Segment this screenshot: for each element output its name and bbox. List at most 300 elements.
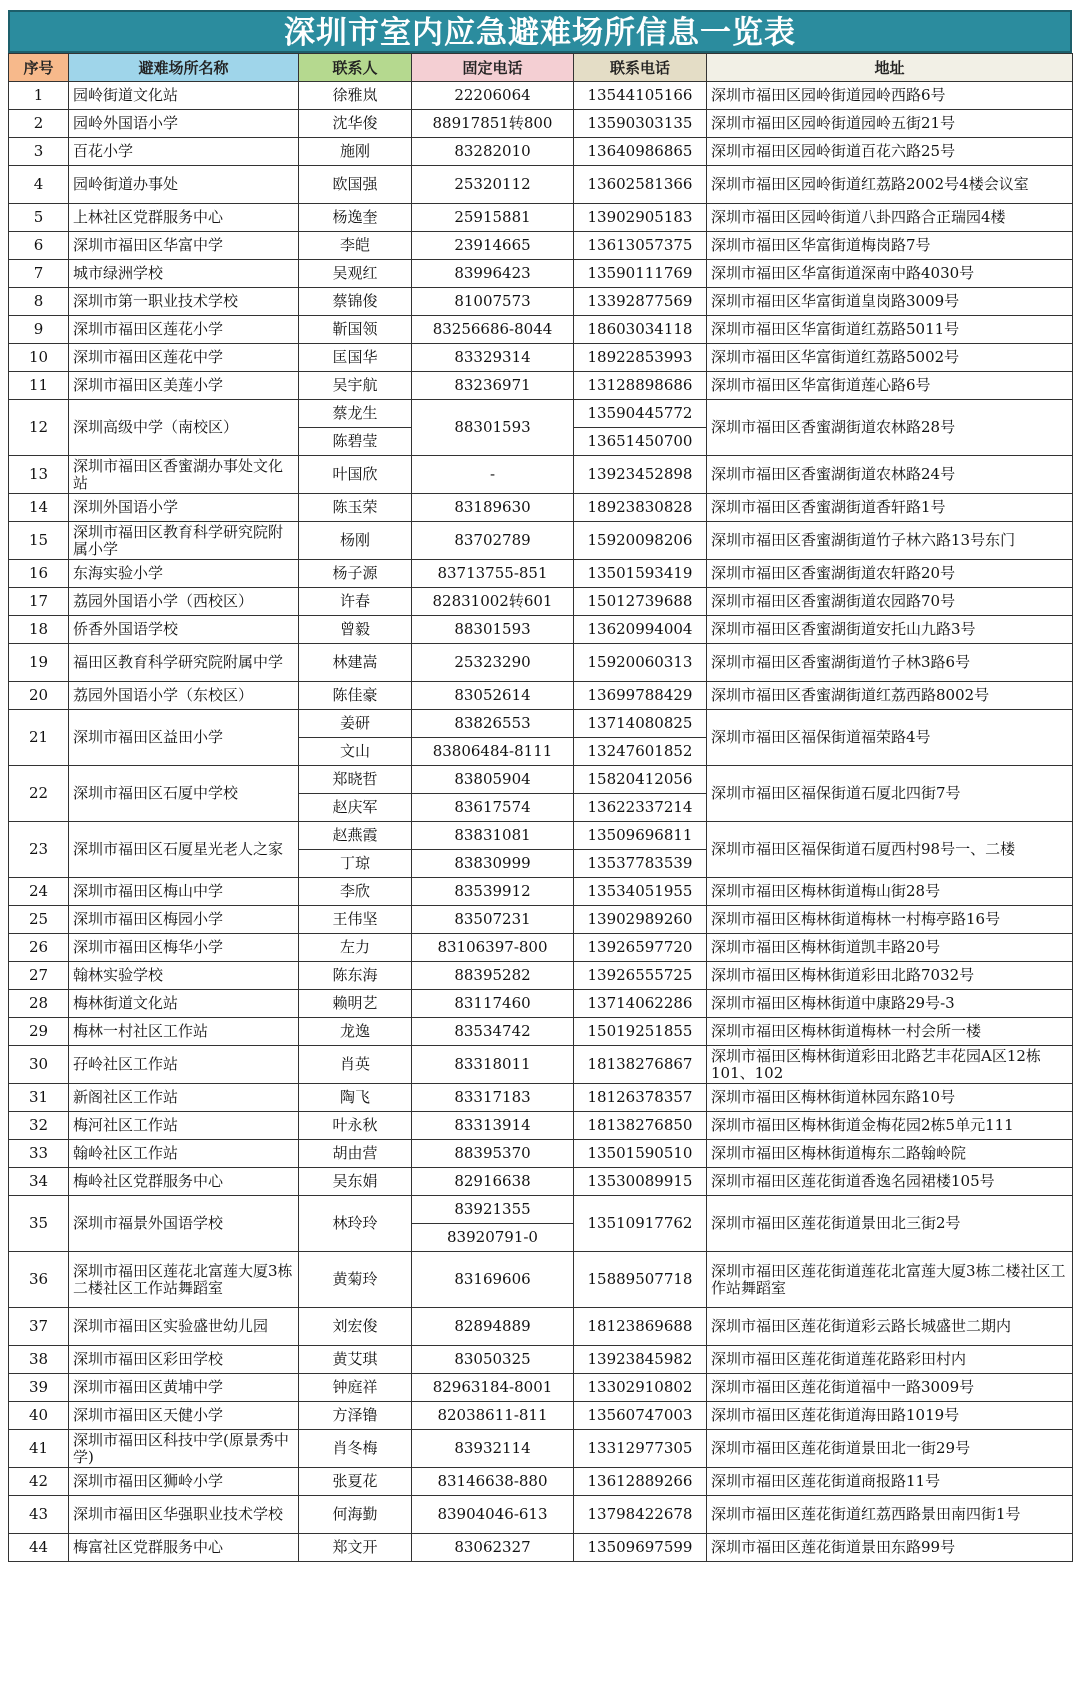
row-number: 11 bbox=[9, 372, 69, 400]
row-number: 3 bbox=[9, 138, 69, 166]
contact-person: 曾毅 bbox=[299, 616, 412, 644]
fixed-phone: 88395370 bbox=[412, 1140, 574, 1168]
address: 深圳市福田区华富街道梅岗路7号 bbox=[707, 232, 1073, 260]
table-row bbox=[9, 616, 1073, 644]
shelter-name: 深圳市福田区华富中学 bbox=[69, 232, 299, 260]
contact-person: 林玲玲 bbox=[299, 1196, 412, 1252]
row-number: 37 bbox=[9, 1308, 69, 1346]
row-number: 29 bbox=[9, 1018, 69, 1046]
fixed-phone: 82831002转601 bbox=[412, 588, 574, 616]
mobile-phone: 15889507718 bbox=[574, 1252, 707, 1308]
table-row bbox=[9, 288, 1073, 316]
address: 深圳市福田区梅林街道林园东路10号 bbox=[707, 1084, 1073, 1112]
table-row bbox=[9, 644, 1073, 682]
shelter-name: 深圳市福田区彩田学校 bbox=[69, 1346, 299, 1374]
fixed-phone: 25320112 bbox=[412, 166, 574, 204]
contact-person: 叶永秋 bbox=[299, 1112, 412, 1140]
mobile-phone: 13537783539 bbox=[574, 850, 707, 878]
contact-person: 杨逸奎 bbox=[299, 204, 412, 232]
shelter-name: 荔园外国语小学（东校区） bbox=[69, 682, 299, 710]
mobile-phone: 13902905183 bbox=[574, 204, 707, 232]
row-number: 42 bbox=[9, 1468, 69, 1496]
header-no: 序号 bbox=[9, 54, 69, 82]
fixed-phone: 83826553 bbox=[412, 710, 574, 738]
table-body bbox=[9, 82, 1073, 1562]
shelter-name: 翰岭社区工作站 bbox=[69, 1140, 299, 1168]
row-number: 35 bbox=[9, 1196, 69, 1252]
fixed-phone: 83282010 bbox=[412, 138, 574, 166]
contact-person: 丁琼 bbox=[299, 850, 412, 878]
address: 深圳市福田区福保街道石厦北四街7号 bbox=[707, 766, 1073, 822]
contact-person: 张夏花 bbox=[299, 1468, 412, 1496]
address: 深圳市福田区梅林街道彩田北路7032号 bbox=[707, 962, 1073, 990]
table-row bbox=[9, 766, 1073, 794]
contact-person: 黄艾琪 bbox=[299, 1346, 412, 1374]
shelter-name: 深圳外国语小学 bbox=[69, 494, 299, 522]
mobile-phone: 13923845982 bbox=[574, 1346, 707, 1374]
shelter-name: 梅林一村社区工作站 bbox=[69, 1018, 299, 1046]
mobile-phone: 13560747003 bbox=[574, 1402, 707, 1430]
shelter-name: 深圳市福田区梅园小学 bbox=[69, 906, 299, 934]
shelter-name: 园岭街道文化站 bbox=[69, 82, 299, 110]
fixed-phone: 83539912 bbox=[412, 878, 574, 906]
mobile-phone: 13602581366 bbox=[574, 166, 707, 204]
table-row bbox=[9, 1252, 1073, 1308]
row-number: 7 bbox=[9, 260, 69, 288]
table-row bbox=[9, 682, 1073, 710]
contact-person: 靳国领 bbox=[299, 316, 412, 344]
mobile-phone: 13590111769 bbox=[574, 260, 707, 288]
contact-person: 赵燕霞 bbox=[299, 822, 412, 850]
contact-person: 蔡龙生 bbox=[299, 400, 412, 428]
contact-person: 方泽镥 bbox=[299, 1402, 412, 1430]
contact-person: 王伟坚 bbox=[299, 906, 412, 934]
address: 深圳市福田区园岭街道八卦四路合正瑞园4楼 bbox=[707, 204, 1073, 232]
fixed-phone: 83702789 bbox=[412, 522, 574, 560]
mobile-phone: 15012739688 bbox=[574, 588, 707, 616]
mobile-phone: 13613057375 bbox=[574, 232, 707, 260]
contact-person: 肖冬梅 bbox=[299, 1430, 412, 1468]
shelter-name: 城市绿洲学校 bbox=[69, 260, 299, 288]
row-number: 31 bbox=[9, 1084, 69, 1112]
contact-person: 肖英 bbox=[299, 1046, 412, 1084]
row-number: 28 bbox=[9, 990, 69, 1018]
fixed-phone: 25323290 bbox=[412, 644, 574, 682]
address: 深圳市福田区香蜜湖街道竹子林六路13号东门 bbox=[707, 522, 1073, 560]
shelter-name: 上林社区党群服务中心 bbox=[69, 204, 299, 232]
row-number: 14 bbox=[9, 494, 69, 522]
fixed-phone: 82916638 bbox=[412, 1168, 574, 1196]
mobile-phone: 13544105166 bbox=[574, 82, 707, 110]
shelter-name: 梅河社区工作站 bbox=[69, 1112, 299, 1140]
mobile-phone: 13509696811 bbox=[574, 822, 707, 850]
mobile-phone: 18603034118 bbox=[574, 316, 707, 344]
table-row bbox=[9, 1084, 1073, 1112]
contact-person: 钟庭祥 bbox=[299, 1374, 412, 1402]
table-row bbox=[9, 934, 1073, 962]
row-number: 26 bbox=[9, 934, 69, 962]
mobile-phone: 13798422678 bbox=[574, 1496, 707, 1534]
mobile-phone: 18922853993 bbox=[574, 344, 707, 372]
table-row bbox=[9, 204, 1073, 232]
row-number: 12 bbox=[9, 400, 69, 456]
address: 深圳市福田区华富街道莲心路6号 bbox=[707, 372, 1073, 400]
mobile-phone: 13926555725 bbox=[574, 962, 707, 990]
contact-person: 吴宇航 bbox=[299, 372, 412, 400]
shelter-name: 深圳高级中学（南校区） bbox=[69, 400, 299, 456]
row-number: 23 bbox=[9, 822, 69, 878]
table-row bbox=[9, 990, 1073, 1018]
address: 深圳市福田区莲花街道景田东路99号 bbox=[707, 1534, 1073, 1562]
address: 深圳市福田区香蜜湖街道农林路24号 bbox=[707, 456, 1073, 494]
row-number: 44 bbox=[9, 1534, 69, 1562]
fixed-phone: 83806484-8111 bbox=[412, 738, 574, 766]
fixed-phone: 83932114 bbox=[412, 1430, 574, 1468]
row-number: 32 bbox=[9, 1112, 69, 1140]
shelter-name: 深圳市福田区教育科学研究院附属小学 bbox=[69, 522, 299, 560]
address: 深圳市福田区香蜜湖街道香轩路1号 bbox=[707, 494, 1073, 522]
table-row bbox=[9, 110, 1073, 138]
table-row bbox=[9, 1534, 1073, 1562]
mobile-phone: 13247601852 bbox=[574, 738, 707, 766]
mobile-phone: 13714062286 bbox=[574, 990, 707, 1018]
shelter-name: 深圳市福田区黄埔中学 bbox=[69, 1374, 299, 1402]
contact-person: 吴东娟 bbox=[299, 1168, 412, 1196]
address: 深圳市福田区园岭街道园岭五街21号 bbox=[707, 110, 1073, 138]
table-row bbox=[9, 822, 1073, 850]
table-row bbox=[9, 456, 1073, 494]
address: 深圳市福田区梅林街道梅林一村会所一楼 bbox=[707, 1018, 1073, 1046]
row-number: 38 bbox=[9, 1346, 69, 1374]
table-row bbox=[9, 1308, 1073, 1346]
contact-person: 郑晓哲 bbox=[299, 766, 412, 794]
mobile-phone: 18138276850 bbox=[574, 1112, 707, 1140]
fixed-phone: 88395282 bbox=[412, 962, 574, 990]
shelter-name: 深圳市福田区石厦星光老人之家 bbox=[69, 822, 299, 878]
header-mobile: 联系电话 bbox=[574, 54, 707, 82]
fixed-phone: 83317183 bbox=[412, 1084, 574, 1112]
mobile-phone: 13509697599 bbox=[574, 1534, 707, 1562]
fixed-phone: 83052614 bbox=[412, 682, 574, 710]
row-number: 5 bbox=[9, 204, 69, 232]
table-row bbox=[9, 232, 1073, 260]
address: 深圳市福田区园岭街道园岭西路6号 bbox=[707, 82, 1073, 110]
fixed-phone: 83507231 bbox=[412, 906, 574, 934]
contact-person: 杨刚 bbox=[299, 522, 412, 560]
shelter-name: 梅林街道文化站 bbox=[69, 990, 299, 1018]
row-number: 18 bbox=[9, 616, 69, 644]
shelter-name: 深圳市福田区梅山中学 bbox=[69, 878, 299, 906]
contact-person: 赖明艺 bbox=[299, 990, 412, 1018]
table-row bbox=[9, 1168, 1073, 1196]
row-number: 9 bbox=[9, 316, 69, 344]
mobile-phone: 13640986865 bbox=[574, 138, 707, 166]
fixed-phone: 83534742 bbox=[412, 1018, 574, 1046]
fixed-phone: 82963184-8001 bbox=[412, 1374, 574, 1402]
mobile-phone: 15019251855 bbox=[574, 1018, 707, 1046]
contact-person: 欧国强 bbox=[299, 166, 412, 204]
mobile-phone: 13501593419 bbox=[574, 560, 707, 588]
mobile-phone: 13926597720 bbox=[574, 934, 707, 962]
address: 深圳市福田区华富街道红荔路5002号 bbox=[707, 344, 1073, 372]
fixed-phone: 83050325 bbox=[412, 1346, 574, 1374]
row-number: 40 bbox=[9, 1402, 69, 1430]
address: 深圳市福田区福保街道福荣路4号 bbox=[707, 710, 1073, 766]
table-row bbox=[9, 166, 1073, 204]
row-number: 20 bbox=[9, 682, 69, 710]
table-row bbox=[9, 400, 1073, 428]
fixed-phone: 83713755-851 bbox=[412, 560, 574, 588]
address: 深圳市福田区莲花街道景田北一街29号 bbox=[707, 1430, 1073, 1468]
row-number: 8 bbox=[9, 288, 69, 316]
fixed-phone: 83831081 bbox=[412, 822, 574, 850]
page-title: 深圳市室内应急避难场所信息一览表 bbox=[8, 10, 1072, 53]
shelter-name: 东海实验小学 bbox=[69, 560, 299, 588]
mobile-phone: 13651450700 bbox=[574, 428, 707, 456]
contact-person: 施刚 bbox=[299, 138, 412, 166]
address: 深圳市福田区梅林街道梅东二路翰岭院 bbox=[707, 1140, 1073, 1168]
contact-person: 郑文开 bbox=[299, 1534, 412, 1562]
address: 深圳市福田区香蜜湖街道竹子林3路6号 bbox=[707, 644, 1073, 682]
row-number: 1 bbox=[9, 82, 69, 110]
row-number: 21 bbox=[9, 710, 69, 766]
shelter-name: 园岭外国语小学 bbox=[69, 110, 299, 138]
address: 深圳市福田区莲花街道商报路11号 bbox=[707, 1468, 1073, 1496]
header-row bbox=[9, 54, 1073, 82]
row-number: 24 bbox=[9, 878, 69, 906]
address: 深圳市福田区香蜜湖街道农林路28号 bbox=[707, 400, 1073, 456]
address: 深圳市福田区莲花街道莲花路彩田村内 bbox=[707, 1346, 1073, 1374]
mobile-phone: 18126378357 bbox=[574, 1084, 707, 1112]
mobile-phone: 15920060313 bbox=[574, 644, 707, 682]
mobile-phone: 13714080825 bbox=[574, 710, 707, 738]
table-row bbox=[9, 316, 1073, 344]
table-row bbox=[9, 522, 1073, 560]
row-number: 10 bbox=[9, 344, 69, 372]
row-number: 6 bbox=[9, 232, 69, 260]
row-number: 39 bbox=[9, 1374, 69, 1402]
contact-person: 许春 bbox=[299, 588, 412, 616]
address: 深圳市福田区梅林街道中康路29号-3 bbox=[707, 990, 1073, 1018]
contact-person: 陈东海 bbox=[299, 962, 412, 990]
shelter-name: 新阁社区工作站 bbox=[69, 1084, 299, 1112]
fixed-phone: 83313914 bbox=[412, 1112, 574, 1140]
contact-person: 蔡锦俊 bbox=[299, 288, 412, 316]
address: 深圳市福田区莲花街道景田北三街2号 bbox=[707, 1196, 1073, 1252]
shelter-name: 深圳市福景外国语学校 bbox=[69, 1196, 299, 1252]
fixed-phone: 25915881 bbox=[412, 204, 574, 232]
header-tel: 固定电话 bbox=[412, 54, 574, 82]
shelter-name: 侨香外国语学校 bbox=[69, 616, 299, 644]
address: 深圳市福田区香蜜湖街道红荔西路8002号 bbox=[707, 682, 1073, 710]
contact-person: 赵庆军 bbox=[299, 794, 412, 822]
table-row bbox=[9, 344, 1073, 372]
table-row bbox=[9, 1430, 1073, 1468]
fixed-phone: 83617574 bbox=[412, 794, 574, 822]
contact-person: 胡由营 bbox=[299, 1140, 412, 1168]
address: 深圳市福田区香蜜湖街道农园路70号 bbox=[707, 588, 1073, 616]
mobile-phone: 13510917762 bbox=[574, 1196, 707, 1252]
mobile-phone: 13312977305 bbox=[574, 1430, 707, 1468]
mobile-phone: 18123869688 bbox=[574, 1308, 707, 1346]
table-row bbox=[9, 962, 1073, 990]
table-row bbox=[9, 1346, 1073, 1374]
table-row bbox=[9, 1046, 1073, 1084]
address: 深圳市福田区梅林街道金梅花园2栋5单元111 bbox=[707, 1112, 1073, 1140]
mobile-phone: 13530089915 bbox=[574, 1168, 707, 1196]
contact-person: 陶飞 bbox=[299, 1084, 412, 1112]
shelter-name: 荔园外国语小学（西校区） bbox=[69, 588, 299, 616]
table-row bbox=[9, 1018, 1073, 1046]
contact-person: 李皑 bbox=[299, 232, 412, 260]
table-row bbox=[9, 372, 1073, 400]
shelter-name: 深圳市福田区实验盛世幼儿园 bbox=[69, 1308, 299, 1346]
shelter-name: 梅岭社区党群服务中心 bbox=[69, 1168, 299, 1196]
mobile-phone: 15920098206 bbox=[574, 522, 707, 560]
contact-person: 左力 bbox=[299, 934, 412, 962]
fixed-phone: 23914665 bbox=[412, 232, 574, 260]
address: 深圳市福田区莲花街道莲花北富莲大厦3栋二楼社区工作站舞蹈室 bbox=[707, 1252, 1073, 1308]
mobile-phone: 13620994004 bbox=[574, 616, 707, 644]
table-row bbox=[9, 560, 1073, 588]
shelter-name: 孖岭社区工作站 bbox=[69, 1046, 299, 1084]
contact-person: 龙逸 bbox=[299, 1018, 412, 1046]
row-number: 17 bbox=[9, 588, 69, 616]
address: 深圳市福田区莲花街道福中一路3009号 bbox=[707, 1374, 1073, 1402]
fixed-phone: 88917851转800 bbox=[412, 110, 574, 138]
fixed-phone: 83236971 bbox=[412, 372, 574, 400]
contact-person: 林建嵩 bbox=[299, 644, 412, 682]
shelter-name: 深圳市福田区狮岭小学 bbox=[69, 1468, 299, 1496]
table-row bbox=[9, 1374, 1073, 1402]
table-row bbox=[9, 906, 1073, 934]
address: 深圳市福田区莲花街道红荔西路景田南四街1号 bbox=[707, 1496, 1073, 1534]
row-number: 33 bbox=[9, 1140, 69, 1168]
row-number: 19 bbox=[9, 644, 69, 682]
table-row bbox=[9, 138, 1073, 166]
fixed-phone: 83256686-8044 bbox=[412, 316, 574, 344]
shelter-name: 深圳市福田区莲花北富莲大厦3栋二楼社区工作站舞蹈室 bbox=[69, 1252, 299, 1308]
shelter-name: 深圳市福田区华强职业技术学校 bbox=[69, 1496, 299, 1534]
table-row bbox=[9, 1196, 1073, 1224]
contact-person: 陈碧莹 bbox=[299, 428, 412, 456]
shelter-name: 深圳市福田区美莲小学 bbox=[69, 372, 299, 400]
fixed-phone: - bbox=[412, 456, 574, 494]
fixed-phone: 83904046-613 bbox=[412, 1496, 574, 1534]
mobile-phone: 13612889266 bbox=[574, 1468, 707, 1496]
mobile-phone: 15820412056 bbox=[574, 766, 707, 794]
contact-person: 吴观红 bbox=[299, 260, 412, 288]
shelter-name: 深圳市福田区梅华小学 bbox=[69, 934, 299, 962]
address: 深圳市福田区福保街道石厦西村98号一、二楼 bbox=[707, 822, 1073, 878]
table-row bbox=[9, 1402, 1073, 1430]
address: 深圳市福田区香蜜湖街道安托山九路3号 bbox=[707, 616, 1073, 644]
table-row bbox=[9, 710, 1073, 738]
table-row bbox=[9, 1140, 1073, 1168]
row-number: 36 bbox=[9, 1252, 69, 1308]
shelter-sheet bbox=[8, 10, 1072, 1562]
address: 深圳市福田区莲花街道香逸名园裙楼105号 bbox=[707, 1168, 1073, 1196]
address: 深圳市福田区梅林街道凯丰路20号 bbox=[707, 934, 1073, 962]
contact-person: 姜研 bbox=[299, 710, 412, 738]
contact-person: 文山 bbox=[299, 738, 412, 766]
mobile-phone: 18138276867 bbox=[574, 1046, 707, 1084]
table-row bbox=[9, 1468, 1073, 1496]
contact-person: 陈玉荣 bbox=[299, 494, 412, 522]
table-row bbox=[9, 82, 1073, 110]
shelter-name: 翰林实验学校 bbox=[69, 962, 299, 990]
row-number: 16 bbox=[9, 560, 69, 588]
row-number: 34 bbox=[9, 1168, 69, 1196]
address: 深圳市福田区园岭街道红荔路2002号4楼会议室 bbox=[707, 166, 1073, 204]
table-row bbox=[9, 1112, 1073, 1140]
shelter-name: 深圳市福田区莲花小学 bbox=[69, 316, 299, 344]
row-number: 27 bbox=[9, 962, 69, 990]
shelter-name: 深圳市福田区石厦中学校 bbox=[69, 766, 299, 822]
mobile-phone: 13622337214 bbox=[574, 794, 707, 822]
table-row bbox=[9, 588, 1073, 616]
shelter-name: 梅富社区党群服务中心 bbox=[69, 1534, 299, 1562]
header-contact: 联系人 bbox=[299, 54, 412, 82]
shelter-name: 深圳市福田区天健小学 bbox=[69, 1402, 299, 1430]
row-number: 25 bbox=[9, 906, 69, 934]
fixed-phone: 83830999 bbox=[412, 850, 574, 878]
row-number: 2 bbox=[9, 110, 69, 138]
shelter-name: 福田区教育科学研究院附属中学 bbox=[69, 644, 299, 682]
address: 深圳市福田区华富街道深南中路4030号 bbox=[707, 260, 1073, 288]
fixed-phone: 81007573 bbox=[412, 288, 574, 316]
shelter-name: 深圳市福田区莲花中学 bbox=[69, 344, 299, 372]
fixed-phone: 83169606 bbox=[412, 1252, 574, 1308]
fixed-phone: 82894889 bbox=[412, 1308, 574, 1346]
table-row bbox=[9, 494, 1073, 522]
address: 深圳市福田区梅林街道梅林一村梅亭路16号 bbox=[707, 906, 1073, 934]
address: 深圳市福田区香蜜湖街道农轩路20号 bbox=[707, 560, 1073, 588]
contact-person: 黄菊玲 bbox=[299, 1252, 412, 1308]
row-number: 43 bbox=[9, 1496, 69, 1534]
shelter-name: 百花小学 bbox=[69, 138, 299, 166]
mobile-phone: 13923452898 bbox=[574, 456, 707, 494]
contact-person: 匡国华 bbox=[299, 344, 412, 372]
fixed-phone: 88301593 bbox=[412, 400, 574, 456]
fixed-phone: 83921355 bbox=[412, 1196, 574, 1224]
mobile-phone: 13501590510 bbox=[574, 1140, 707, 1168]
table-row bbox=[9, 878, 1073, 906]
fixed-phone: 88301593 bbox=[412, 616, 574, 644]
fixed-phone: 83318011 bbox=[412, 1046, 574, 1084]
fixed-phone: 83106397-800 bbox=[412, 934, 574, 962]
table-row bbox=[9, 260, 1073, 288]
address: 深圳市福田区园岭街道百花六路25号 bbox=[707, 138, 1073, 166]
fixed-phone: 83146638-880 bbox=[412, 1468, 574, 1496]
shelter-name: 深圳市第一职业技术学校 bbox=[69, 288, 299, 316]
fixed-phone: 83920791-0 bbox=[412, 1224, 574, 1252]
contact-person: 李欣 bbox=[299, 878, 412, 906]
contact-person: 叶国欣 bbox=[299, 456, 412, 494]
header-name: 避难场所名称 bbox=[69, 54, 299, 82]
address: 深圳市福田区华富街道皇岗路3009号 bbox=[707, 288, 1073, 316]
fixed-phone: 83805904 bbox=[412, 766, 574, 794]
contact-person: 杨子源 bbox=[299, 560, 412, 588]
mobile-phone: 13534051955 bbox=[574, 878, 707, 906]
fixed-phone: 83996423 bbox=[412, 260, 574, 288]
table-row bbox=[9, 1496, 1073, 1534]
shelter-name: 深圳市福田区益田小学 bbox=[69, 710, 299, 766]
address: 深圳市福田区莲花街道彩云路长城盛世二期内 bbox=[707, 1308, 1073, 1346]
shelter-table bbox=[8, 53, 1073, 1562]
mobile-phone: 13128898686 bbox=[574, 372, 707, 400]
fixed-phone: 83117460 bbox=[412, 990, 574, 1018]
